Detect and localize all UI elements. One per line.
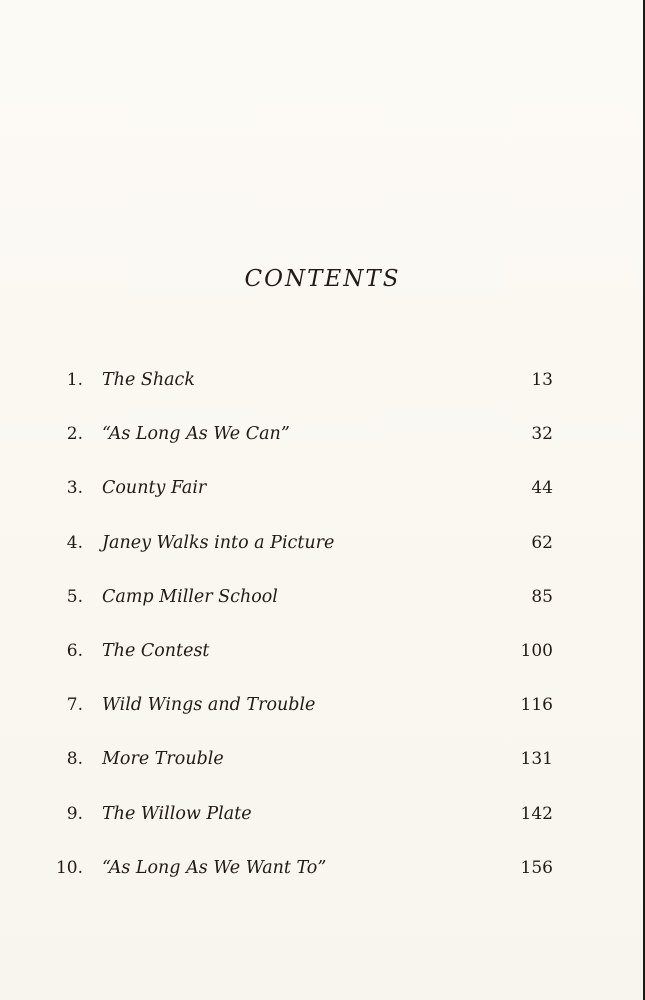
chapter-title: The Willow Plate bbox=[102, 803, 252, 824]
toc-row bbox=[0, 422, 645, 476]
chapter-number: 6. bbox=[66, 640, 83, 661]
chapter-title: The Shack bbox=[102, 370, 195, 390]
toc-row bbox=[0, 368, 645, 422]
chapter-title: More Trouble bbox=[102, 749, 224, 770]
toc-row bbox=[0, 585, 645, 639]
chapter-number: 4. bbox=[66, 532, 83, 553]
chapter-number: 5. bbox=[66, 586, 83, 607]
chapter-title: County Fair bbox=[102, 478, 207, 499]
toc-row bbox=[0, 531, 645, 585]
table-of-contents bbox=[0, 368, 645, 910]
chapter-number: 10. bbox=[55, 857, 83, 878]
contents-heading: CONTENTS bbox=[244, 266, 401, 292]
chapter-title: Wild Wings and Trouble bbox=[102, 695, 316, 716]
page-number: 62 bbox=[531, 532, 553, 553]
chapter-number: 1. bbox=[66, 370, 83, 390]
chapter-number: 8. bbox=[66, 749, 83, 770]
page-number: 13 bbox=[531, 370, 553, 390]
page-number: 44 bbox=[531, 478, 553, 499]
toc-row bbox=[0, 802, 645, 856]
page-number: 32 bbox=[531, 424, 553, 445]
page-number: 116 bbox=[520, 695, 553, 716]
chapter-number: 2. bbox=[66, 424, 83, 445]
toc-row bbox=[0, 747, 645, 801]
chapter-title: Camp Miller School bbox=[102, 586, 278, 607]
page-number: 100 bbox=[520, 640, 553, 661]
page-number: 131 bbox=[520, 749, 553, 770]
chapter-title: Janey Walks into a Picture bbox=[102, 532, 335, 553]
toc-row bbox=[0, 856, 645, 910]
chapter-title: The Contest bbox=[102, 640, 210, 661]
toc-row bbox=[0, 639, 645, 693]
toc-row bbox=[0, 693, 645, 747]
chapter-title: “As Long As We Want To” bbox=[102, 857, 327, 878]
page-number: 156 bbox=[520, 857, 553, 878]
chapter-title: “As Long As We Can” bbox=[102, 424, 290, 445]
chapter-number: 7. bbox=[66, 695, 83, 716]
page-number: 142 bbox=[520, 803, 553, 824]
chapter-number: 9. bbox=[66, 803, 83, 824]
page-number: 85 bbox=[531, 586, 553, 607]
toc-row bbox=[0, 476, 645, 530]
chapter-number: 3. bbox=[66, 478, 83, 499]
